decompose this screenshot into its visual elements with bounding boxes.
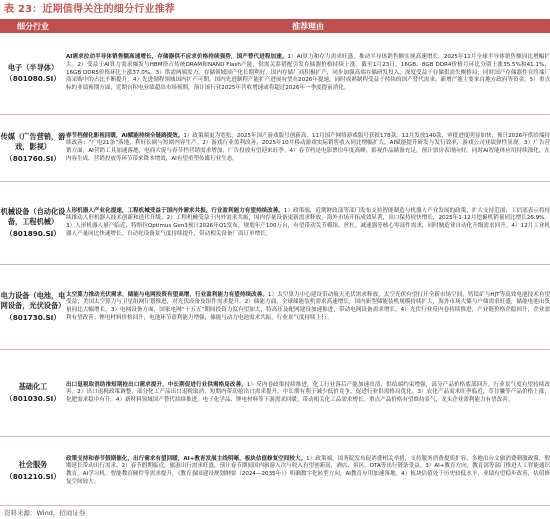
reason-body: 1）政策端更为宽松，2025年国产游戏版号创新高，11月国产网络游戏版号获批178款，12月发放140款，审批进度明显加快，预计2026年供给端持续改善；“广电21条”落地，利好长剧与短剧内容生产。2）游戏行业盈利改善，2025年10月移动游戏实际销售收入同比增幅扩大，AI赋能提升研发与发行效率，游戏公司业绩弹性显现。3）广告营销方面，AI营销工具加速落地，电商大促与春节档营销需求增加，广告投放有望迎来旺季。4）春节档是电影票房年度高峰，影视作品储备充足，预计票房表现向好。同时AI智能体应用持续深化，在内容生成、营销投放等环节带来降本增效，AI有望重塑传媒行业生态。 (66, 132, 550, 162)
table-row (0, 33, 550, 115)
reason-body: 1）AI算力和存力需求旺盛，推动半导体销售额实现高速增长。2025年11月全球半导体销售额同比增幅扩大。2）受益于AI算力需求爆发与HBM挤占传统DRAM和NAND Flash产能，供需关系错配引发存储器价格持续上涨。截至1月23日，16GB、8GB DDR4价格月环比分别上涨35.5%和41.1%，16GB DDR5价格环比上涨37.0%。3）供需两端发力，存储领域国产化长期利好。国内存储厂商积极扩产，同步加强高端存储研发投入，深度受益于存储供需失衡格局；同时国产存储器件在终端厂商采购中的占比不断提升。4）先进制程领域国内扩产可期，国内先进制程产能扩产进展有望在2026年提速，同时成熟制程受益于持续的国产替代需求，新增产能主要来自地方政府等资金。5）重点标的业绩预期方面，近期台积电业绩超出市场预期，预计该行业2025年营收增速或将超过2026年一季度提前消化。 (66, 54, 550, 91)
industry-code: （801890.SI） (5, 228, 61, 238)
reason-body: 1）政策端，近期財政部等部门发布支持智能制造与机器人产业发展的政策，扩大支持范围；工信部表示将持续推动人形机器人技术创新和迭代升级。2）工程机械受益于内外需求共振，国内存量设备更新需求释放，海外市场开拓成效显著，出口保持较快增长，2025年1-12月挖掘机销量同比增长26.9%。3）人形机器人量产临近，特斯拉Optimus Gen3预计2026年Q1发布，规划年产100万台，有望带动关节模组、丝杠、减速器等核心零部件需求，同时制造业自动化升级需求回升。4）12月工业机器人产量同比快速增长，自动化设备景气度持续提升，带动相关设备厂商订单增长。 (66, 207, 550, 237)
industry-code: （801210.SI） (5, 471, 61, 481)
source-note: 资料来源：Wind，招商证券 (4, 509, 86, 517)
header-reason: 推荐理由 (66, 19, 550, 33)
industry-cell (0, 265, 66, 350)
table-row (0, 350, 550, 437)
industry-code: （801030.SI） (5, 393, 61, 403)
table-header (0, 19, 550, 33)
table-row (0, 437, 550, 506)
industry-cell (0, 115, 66, 182)
reason-lead: 出口退税取消助推短期抢出口需求提升，中长期促进行业供需格局改善。 (66, 381, 247, 388)
reason-cell (66, 182, 550, 265)
industry-cell (0, 437, 66, 506)
reason-lead: 人形机器人产业化提速，工程机械受益于国内外需求共振，行业盈利能力有望持续改善。 (66, 207, 284, 214)
industry-name: 电子（半导体） (7, 62, 59, 72)
reason-body: 1）反内卷政策持续推进，化工行业落后产能加速出清，供给端约束增强，部分产品价格底部回升，行业景气度有望持续改善。2）出口退税政策调整，部分化工产品出口退税取消，短期内带动抢出口需求提升，中长期有利于减少低价竞争，促进行业供需格局优化。3）农化产品需求旺季临近，草甘膦等产品价格上涨，化肥需求稳中有升。4）新材料领域国产替代持续推进，电子化学品、锂电材料等下游需求回暖，带动相关化工品需求增长。重点产品价格有望维持景气，龙头企业盈利能力有望改善。 (66, 381, 550, 403)
reason-cell (66, 437, 550, 506)
industry-cell (0, 182, 66, 265)
table-row (0, 115, 550, 182)
table-title: 表 23：近期值得关注的细分行业推荐 (4, 4, 175, 15)
industry-name: 传媒（广告营销，游戏，影视） (0, 131, 66, 152)
reason-cell (66, 350, 550, 437)
reason-cell (66, 33, 550, 115)
industry-name: 电力设备（电池，电网设备，光伏设备） (0, 290, 66, 311)
industry-code: （801730.SI） (5, 312, 61, 322)
reason-body: 1）太空算力中心建设带动航天光伏需求释放，太空光伏有望打开全新市场空间，钙钛矿与HJT等高效电池技术有望受益；美国太空算力与卫星组网计划推进，对光伏设备及组件需求提升。2）储能方面，全球储能装机需求高速增长，国内新型储能装机规模持续扩大，海外市场大储与户储需求旺盛，储能电池出货量同比大幅增长。3）电网设备方面，国家电网“十五五”期间投资力度有望加大，特高压及配网建设加速推进，带动电网设备需求增长。4）光伏行业反内卷持续推进，产业链价格企稳回升，企业盈利有望改善；锂电材料价格回升，电池环节盈利能力增强，储能与动力电池需求共振，行业景气度持续上行。 (66, 291, 550, 321)
reason-lead: 政策支持和春节假期催化，出行需求有望回暖，AI+教育发展主线明晰，板块估值修复空间较大。 (66, 455, 307, 462)
header-row (0, 19, 550, 33)
industry-cell (0, 350, 66, 437)
reason-lead: 太空算力推动光伏需求，储能与电网投资有望高增，行业盈利能力有望持续改善。 (66, 291, 268, 298)
industry-cell (0, 33, 66, 115)
industry-code: （801760.SI） (5, 153, 61, 163)
reason-cell (66, 265, 550, 350)
table-row (0, 265, 550, 350)
industry-name: 社会服务 (18, 460, 48, 469)
industry-code: （801080.SI） (5, 74, 61, 83)
recommendation-table (0, 19, 550, 506)
table-body (0, 33, 550, 506)
reason-cell (66, 115, 550, 182)
industry-name: 基础化工 (18, 382, 48, 391)
industry-name: 机械设备（自动化设备，工程机械） (0, 206, 66, 227)
table-row (0, 182, 550, 265)
reason-lead: 春节档催化影视回暖，AI赋能持续全链路提效。 (66, 132, 184, 139)
reason-body: 1）政策端，国务院发布促消费相关举措，支持服务消费提质扩容，多地出台文旅消费刺激政策，假期延长带动出行需求。2）春节假期临近，旅游出行需求旺盛，预计春节期间国内旅游人次与收入有望创新高，酒店、景区、OTA等出行链条受益。3）AI+教育方向，教育部等部门推进人工智能通识教育，AI学习机、智能教育硬件等需求提升，《教育强国建设规划纲要（2024—2035年）》明确数字化转型方向，AI教育应用加速落地。4）板块估值处于历史较低水平，业绩有望稳步改善，估值修复空间较大。 (66, 455, 550, 485)
reason-lead: AI需求拉动半导体销售额高速增长，存储器供不应求价格持续强势，国产替代进程加速。 (66, 54, 288, 61)
header-industry: 细分行业 (0, 19, 66, 33)
